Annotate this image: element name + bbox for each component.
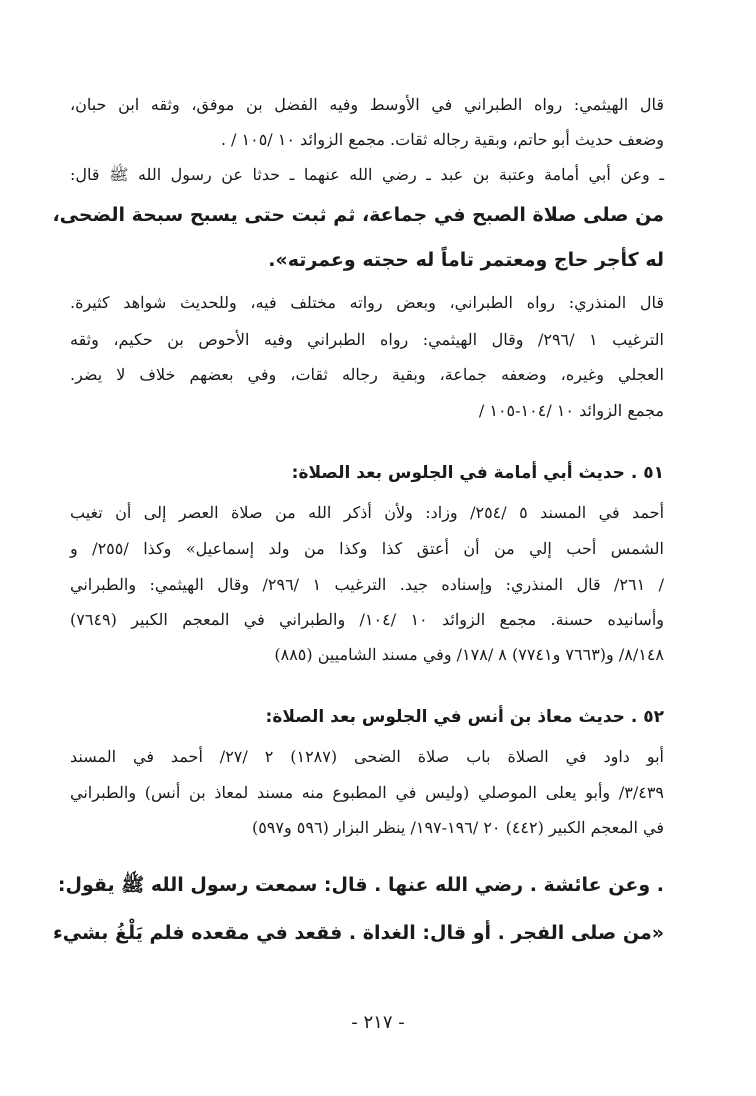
section-heading: ٥٢ . حديث معاذ بن أنس في الجلوس بعد الصلاة: [265, 707, 664, 727]
text-line: وضعف حديث أبو حاتم، وبقية رجاله ثقات. مجمع الزوائد ١٠ /١٠٥ / . [220, 130, 664, 149]
text-line: قال المنذري: رواه الطبراني، وبعض رواته مختلف فيه، وللحديث شواهد كثيرة. [70, 293, 664, 312]
text-line: أبو داود في الصلاة باب صلاة الضحى (١٢٨٧) ٢ /٢٧/ أحمد في المسند [70, 747, 664, 766]
text-line: ٣/٤٣٩/ وأبو يعلى الموصلي (وليس في المطبوع منه مسند لمعاذ بن أنس) والطبراني [70, 783, 664, 802]
text-line: ٨/١٤٨/ و(٧٦٦٣ و٧٧٤١) ٨ /١٧٨/ وفي مسند الشاميين (٨٨٥) [274, 645, 664, 664]
text-line: قال الهيثمي: رواه الطبراني في الأوسط وفيه الفضل بن موفق، وثقه ابن حبان، [70, 95, 664, 114]
page-number: - ٢١٧ - [351, 1012, 405, 1033]
hadith-text-line: له كأجر حاج ومعتمر تاماً له حجته وعمرته». [268, 249, 664, 271]
text-line: / ٢٦١/ قال المنذري: وإسناده جيد. الترغيب ١ /٢٩٦/ وقال الهيثمي: والطبراني [70, 575, 664, 594]
text-line: مجمع الزوائد ١٠ /١٠٤-١٠٥ / [478, 401, 664, 420]
text-line: الترغيب ١ /٢٩٦/ وقال الهيثمي: رواه الطبراني وفيه الأحوص بن حكيم، وثقه [70, 330, 665, 349]
section-heading: ٥١ . حديث أبي أمامة في الجلوس بعد الصلاة: [291, 463, 664, 483]
hadith-text-line: من صلى صلاة الصبح في جماعة، ثم ثبت حتى يسبح سبحة الضحى، [52, 204, 664, 226]
text-line: في المعجم الكبير (٤٤٢) ٢٠ /١٩٦-١٩٧/ ينظر البزار (٥٩٦ و٥٩٧) [251, 818, 664, 837]
hadith-text-line: «من صلى الفجر . أو قال: الغداة . فقعد في مقعده فلم يَلْغُ بشيء [53, 922, 664, 944]
text-line: العجلي وغيره، وضعفه جماعة، وبقية رجاله ثقات، وفي بعضهم خلاف لا يضر. [70, 365, 664, 384]
text-line: ـ وعن أبي أمامة وعتبة بن عبد ـ رضي الله عنهما ـ حدثا عن رسول الله ﷺ قال: [70, 165, 665, 184]
text-line: أحمد في المسند ٥ /٢٥٤/ وزاد: ولأن أذكر الله من صلاة العصر إلى أن تغيب [70, 503, 665, 522]
hadith-text-line: . وعن عائشة . رضي الله عنها . قال: سمعت رسول الله ﷺ يقول: [57, 874, 664, 896]
text-line: الشمس أحب إلي من أن أعتق كذا وكذا من ولد إسماعيل» وكذا /٢٥٥/ و [70, 539, 665, 558]
text-line: وأسانيده حسنة. مجمع الزوائد ١٠ /١٠٤/ والطبراني في المعجم الكبير (٧٦٤٩) [70, 610, 664, 629]
